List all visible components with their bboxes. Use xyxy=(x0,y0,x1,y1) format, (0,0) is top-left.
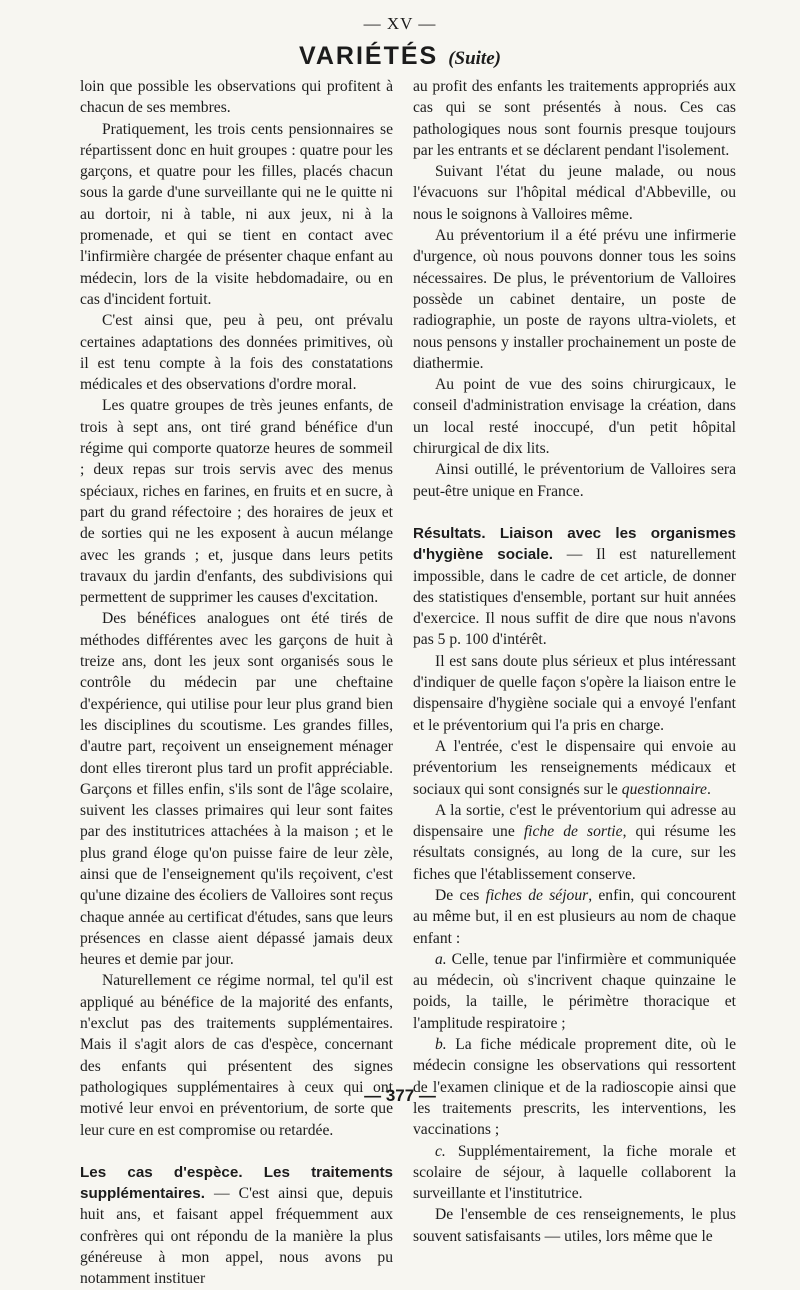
italic-term: fiche de sortie xyxy=(523,823,623,841)
section-subtitle: (Suite) xyxy=(448,48,501,69)
paragraph: Suivant l'état du jeune malade, ou nous l'évacuons sur l'hôpital médical d'Abbeville, ou nous le soignons à Valloires même. xyxy=(413,163,736,223)
paragraph-text: De ces xyxy=(435,886,486,904)
section-title: VARIÉTÉS xyxy=(299,42,439,70)
paragraph: Naturellement ce régime normal, tel qu'il est appliqué au bénéfice de la majorité des enfants, n'exclut pas des traitements supplémentaires. Mais il s'agit alors de cas d'espèce, concernant des enfants qui présentent des signes pathologiques supplémentaires à ceux qui ont motivé leur envoi en préventorium, de sorte que leur cure en est compromise ou retardée. xyxy=(80,972,393,1139)
page-number-roman: — XV — xyxy=(363,14,437,33)
paragraph: C'est ainsi que, peu à peu, ont prévalu certaines adaptations des données primitives, où il est tenu compte à la fois des constatations médicales et des observations d'ordre moral. xyxy=(80,312,393,394)
list-marker: a. xyxy=(435,950,447,968)
paragraph: Pratiquement, les trois cents pensionnaires se répartissent donc en huit groupes : quatre pour les garçons, et quatre pour les filles, placés chacun sous la garde d'une surveillante qui ne le quitte ni au dortoir, ni à table, ni aux jeux, ni à la promenade, et qui se tient en contact avec l'infirmière chargée de présenter chaque enfant au médecin, lors de la visite hebdomadaire, ou en cas d'incident fortuit. xyxy=(80,120,393,308)
italic-term: questionnaire xyxy=(621,780,707,798)
page-number: — 377 — xyxy=(364,1086,436,1105)
paragraph xyxy=(413,523,736,651)
list-item-text: La fiche médicale proprement dite, où le médecin consigne les observations qui ressortent de l'examen clinique et de la radioscopie ainsi que les traitements prescrits, les interventions, les vaccinations ; xyxy=(413,1036,736,1139)
list-item xyxy=(413,1141,736,1205)
paragraph xyxy=(413,800,736,885)
paragraph-text: , qui résume les résultats consignés, au long de la cure, sur les fiches que l'établissement conserve. xyxy=(413,823,736,883)
right-column xyxy=(413,76,736,1247)
list-marker: b. xyxy=(435,1036,447,1054)
left-column xyxy=(80,76,393,1290)
paragraph: Ainsi outillé, le préventorium de Valloires sera peut-être unique en France. xyxy=(413,461,736,500)
paragraph: au profit des enfants les traitements appropriés aux cas qui se sont présentés à nous. Ces cas pathologiques nous sont fournis presque toujours par les entrants et se déclarent pendant l'isolement. xyxy=(413,78,736,159)
paragraph: Au préventorium il a été prévu une infirmerie d'urgence, où nous pouvons donner tous les soins nécessaires. De plus, le préventorium de Valloires possède un cabinet dentaire, un poste de radiographie, un poste de rayons ultra-violets, et nous pensons y installer prochainement un poste de diathermie. xyxy=(413,227,736,372)
paragraph: Il est sans doute plus sérieux et plus intéressant d'indiquer de quelle façon s'opère la liaison entre le dispensaire d'hygiène sociale qui a envoyé l'enfant et le préventorium qui l'a pris en charge. xyxy=(413,652,736,734)
paragraph xyxy=(80,1162,393,1290)
list-item-text: Supplémentairement, la fiche morale et scolaire de séjour, à laquelle collaborent la surveillante et l'institutrice. xyxy=(413,1142,736,1203)
paragraph-text: — Il est naturellement impossible, dans le cadre de cet article, de donner des statistiques d'ensemble, portant sur huit années d'exercice. Il nous suffit de dire que nous n'avons pas 5 p. 100 d'intérêt. xyxy=(413,546,736,649)
subsection-heading: Résultats. Liaison avec les organismes d'hygiène sociale. xyxy=(413,524,736,564)
paragraph-text: , enfin, qui concourent au même but, il en est plusieurs au nom de chaque enfant : xyxy=(413,886,737,947)
subsection-heading: Les cas d'espèce. Les traitements supplémentaires. xyxy=(80,1163,393,1203)
paragraph-text: — C'est ainsi que, depuis huit ans, et faisant appel fréquemment aux confrères qui ont répondu de la manière la plus généreuse à mon appel, nous avons pu notamment instituer xyxy=(80,1185,393,1288)
paragraph: De l'ensemble de ces renseignements, le plus souvent satisfaisants — utiles, lors même que le xyxy=(413,1206,736,1245)
paragraph xyxy=(413,736,736,800)
paragraph xyxy=(413,885,736,949)
section-header xyxy=(0,42,800,71)
paragraph: Des bénéfices analogues ont été tirés de méthodes différentes avec les garçons de huit à treize ans, dont les jeux sont organisés sous le contrôle du médecin par une cheftaine d'expérience, qui utilise pour leur plus grand bien les disciplines du scoutisme. Les grandes filles, d'autre part, reçoivent un enseignement ménager dont elles tireront plus tard un profit appréciable. Garçons et filles enfin, s'ils sont de l'âge scolaire, suivent les classes primaires qui leur sont faites par des institutrices attachées à la maison ; et le plus grand éloge qu'on puisse faire de leur zèle, ainsi que de l'enseignement qu'ils reçoivent, c'est qu'une dizaine des écoliers de Valloires sont reçus chaque année au certificat d'études, sans que leurs présences en classe aient dépassé jamais deux heures et demie par jour. xyxy=(80,610,393,969)
paragraph: Les quatre groupes de très jeunes enfants, de trois à sept ans, ont tiré grand bénéfice d'un régime qui comporte quatorze heures de sommeil ; deux repas sur trois servis avec des menus spéciaux, riches en farines, en fruits et en sucre, à part du grand réfectoire ; des horaires de jeux et de sorties qui ne les exposent à aucun mélange avec les grands ; et, jusque dans leurs petits travaux du jardin d'enfants, des subdivisions qui permettent de supprimer les causes d'excitation. xyxy=(80,397,393,607)
paragraph-text: A la sortie, c'est le préventorium qui adresse au dispensaire une xyxy=(413,801,736,841)
paragraph: Au point de vue des soins chirurgicaux, le conseil d'administration envisage la création, dans un local resté inoccupé, d'un petit hôpital chirurgical de dix lits. xyxy=(413,376,736,458)
paragraph-text: A l'entrée, c'est le dispensaire qui envoie au préventorium les renseignements médicaux et sociaux qui sont consignés sur le xyxy=(413,737,736,798)
paragraph: loin que possible les observations qui profitent à chacun de ses membres. xyxy=(80,78,393,117)
list-marker: c. xyxy=(435,1142,446,1160)
list-item-text: Celle, tenue par l'infirmière et communiquée au médecin, où s'incrivent chaque quinzaine le poids, la taille, le périmètre thoracique et l'amplitude respiratoire ; xyxy=(413,950,736,1032)
paragraph-text: . xyxy=(706,780,711,798)
list-item xyxy=(413,949,736,1034)
italic-term: fiches de séjour xyxy=(485,886,589,904)
